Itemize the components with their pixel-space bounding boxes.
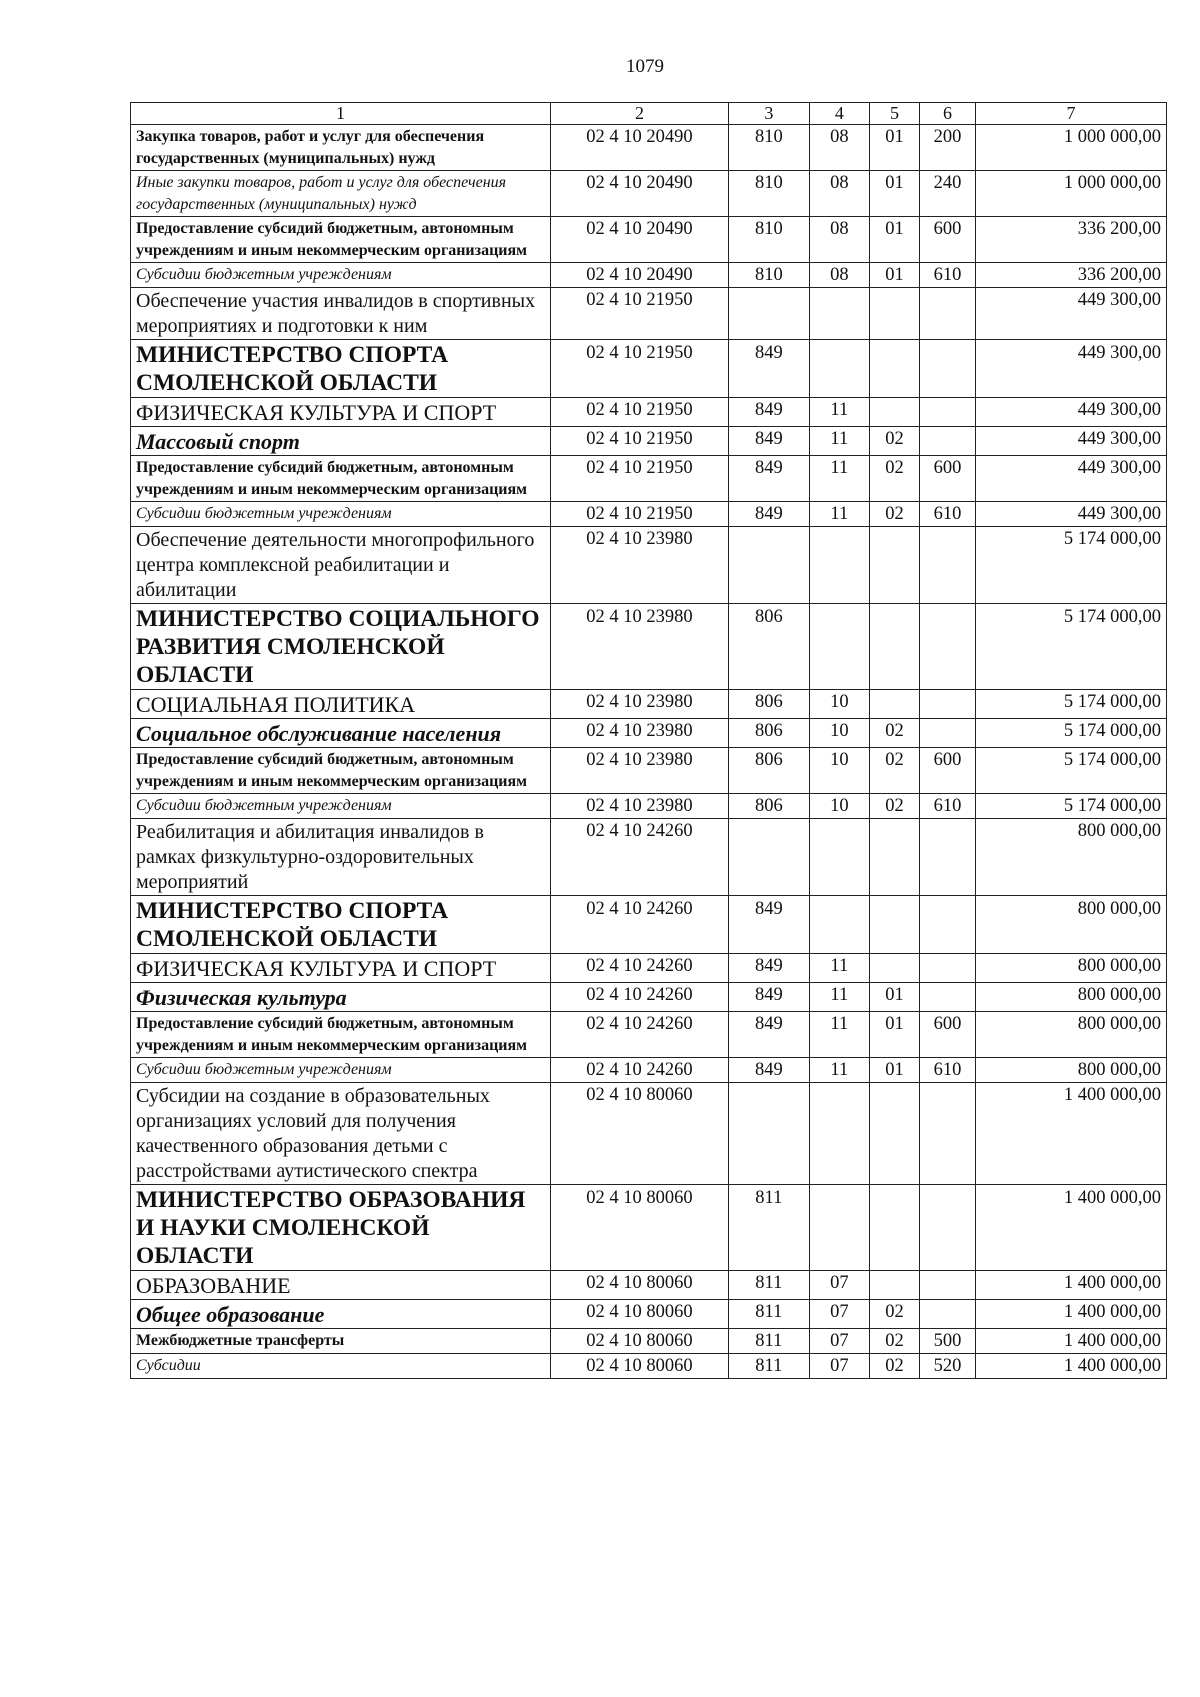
column-header-2: 2 bbox=[550, 103, 728, 125]
amount-cell: 449 300,00 bbox=[976, 288, 1167, 340]
amount-cell: 1 000 000,00 bbox=[976, 171, 1167, 217]
subsection-cell: 02 bbox=[870, 1354, 920, 1379]
subsection-cell bbox=[870, 340, 920, 398]
amount-cell: 800 000,00 bbox=[976, 896, 1167, 954]
section-cell bbox=[809, 288, 869, 340]
target-code-cell: 02 4 10 20490 bbox=[550, 263, 728, 288]
ministry-code-cell: 849 bbox=[729, 340, 810, 398]
amount-cell: 5 174 000,00 bbox=[976, 527, 1167, 604]
table-row bbox=[131, 1083, 1167, 1185]
table-row bbox=[131, 1271, 1167, 1300]
column-header-1: 1 bbox=[131, 103, 551, 125]
ministry-code-cell: 849 bbox=[729, 1012, 810, 1058]
table-row bbox=[131, 954, 1167, 983]
item-name-cell: Массовый спорт bbox=[131, 427, 551, 456]
ministry-code-cell: 810 bbox=[729, 263, 810, 288]
expense-type-cell bbox=[919, 896, 975, 954]
amount-cell: 449 300,00 bbox=[976, 502, 1167, 527]
subsection-cell bbox=[870, 954, 920, 983]
section-cell: 11 bbox=[809, 398, 869, 427]
column-header-4: 4 bbox=[809, 103, 869, 125]
table-body bbox=[131, 125, 1167, 1379]
section-cell: 07 bbox=[809, 1329, 869, 1354]
amount-cell: 1 400 000,00 bbox=[976, 1354, 1167, 1379]
item-name-cell: ФИЗИЧЕСКАЯ КУЛЬТУРА И СПОРТ bbox=[131, 954, 551, 983]
table-row bbox=[131, 896, 1167, 954]
item-name-cell: МИНИСТЕРСТВО СПОРТА СМОЛЕНСКОЙ ОБЛАСТИ bbox=[131, 340, 551, 398]
item-name-cell: Физическая культура bbox=[131, 983, 551, 1012]
table-row bbox=[131, 398, 1167, 427]
column-header-7: 7 bbox=[976, 103, 1167, 125]
subsection-cell: 01 bbox=[870, 1058, 920, 1083]
target-code-cell: 02 4 10 23980 bbox=[550, 719, 728, 748]
subsection-cell: 01 bbox=[870, 171, 920, 217]
subsection-cell bbox=[870, 604, 920, 690]
table-row bbox=[131, 527, 1167, 604]
ministry-code-cell: 849 bbox=[729, 398, 810, 427]
ministry-code-cell: 806 bbox=[729, 748, 810, 794]
section-cell bbox=[809, 1185, 869, 1271]
item-name-cell: МИНИСТЕРСТВО СОЦИАЛЬНОГО РАЗВИТИЯ СМОЛЕНСКОЙ ОБЛАСТИ bbox=[131, 604, 551, 690]
item-name-cell: Обеспечение участия инвалидов в спортивных мероприятиях и подготовки к ним bbox=[131, 288, 551, 340]
section-cell: 11 bbox=[809, 427, 869, 456]
section-cell bbox=[809, 604, 869, 690]
amount-cell: 1 400 000,00 bbox=[976, 1271, 1167, 1300]
table-row bbox=[131, 1012, 1167, 1058]
expense-type-cell: 600 bbox=[919, 1012, 975, 1058]
table-row bbox=[131, 171, 1167, 217]
table-row bbox=[131, 125, 1167, 171]
expense-type-cell: 600 bbox=[919, 748, 975, 794]
expense-type-cell: 610 bbox=[919, 794, 975, 819]
table-row bbox=[131, 1300, 1167, 1329]
item-name-cell: МИНИСТЕРСТВО СПОРТА СМОЛЕНСКОЙ ОБЛАСТИ bbox=[131, 896, 551, 954]
item-name-cell: Субсидии бюджетным учреждениям bbox=[131, 263, 551, 288]
subsection-cell: 02 bbox=[870, 794, 920, 819]
section-cell: 10 bbox=[809, 690, 869, 719]
target-code-cell: 02 4 10 80060 bbox=[550, 1329, 728, 1354]
subsection-cell: 02 bbox=[870, 456, 920, 502]
ministry-code-cell: 849 bbox=[729, 502, 810, 527]
section-cell bbox=[809, 896, 869, 954]
amount-cell: 800 000,00 bbox=[976, 1012, 1167, 1058]
target-code-cell: 02 4 10 20490 bbox=[550, 125, 728, 171]
item-name-cell: Предоставление субсидий бюджетным, автономным учреждениям и иным некоммерческим организациям bbox=[131, 748, 551, 794]
item-name-cell: Субсидии бюджетным учреждениям bbox=[131, 794, 551, 819]
amount-cell: 5 174 000,00 bbox=[976, 719, 1167, 748]
table-row bbox=[131, 1058, 1167, 1083]
target-code-cell: 02 4 10 80060 bbox=[550, 1185, 728, 1271]
target-code-cell: 02 4 10 20490 bbox=[550, 171, 728, 217]
target-code-cell: 02 4 10 21950 bbox=[550, 456, 728, 502]
ministry-code-cell: 849 bbox=[729, 983, 810, 1012]
ministry-code-cell: 849 bbox=[729, 896, 810, 954]
ministry-code-cell: 849 bbox=[729, 954, 810, 983]
item-name-cell: Предоставление субсидий бюджетным, автономным учреждениям и иным некоммерческим организациям bbox=[131, 456, 551, 502]
item-name-cell: Субсидии на создание в образовательных организациях условий для получения качественного образования детьми с расстройствами аутистического спектра bbox=[131, 1083, 551, 1185]
expense-type-cell: 520 bbox=[919, 1354, 975, 1379]
target-code-cell: 02 4 10 24260 bbox=[550, 896, 728, 954]
ministry-code-cell bbox=[729, 1083, 810, 1185]
ministry-code-cell: 811 bbox=[729, 1300, 810, 1329]
ministry-code-cell: 806 bbox=[729, 719, 810, 748]
expense-type-cell bbox=[919, 1083, 975, 1185]
ministry-code-cell: 811 bbox=[729, 1271, 810, 1300]
expense-type-cell: 240 bbox=[919, 171, 975, 217]
target-code-cell: 02 4 10 21950 bbox=[550, 427, 728, 456]
expense-type-cell bbox=[919, 288, 975, 340]
expense-type-cell bbox=[919, 1271, 975, 1300]
section-cell bbox=[809, 1083, 869, 1185]
amount-cell: 1 400 000,00 bbox=[976, 1185, 1167, 1271]
item-name-cell: Реабилитация и абилитация инвалидов в рамках физкультурно-оздоровительных мероприятий bbox=[131, 819, 551, 896]
expense-type-cell: 610 bbox=[919, 263, 975, 288]
expense-type-cell bbox=[919, 427, 975, 456]
ministry-code-cell: 810 bbox=[729, 125, 810, 171]
table-row bbox=[131, 1354, 1167, 1379]
item-name-cell: ОБРАЗОВАНИЕ bbox=[131, 1271, 551, 1300]
section-cell: 08 bbox=[809, 263, 869, 288]
section-cell bbox=[809, 527, 869, 604]
subsection-cell: 01 bbox=[870, 217, 920, 263]
target-code-cell: 02 4 10 23980 bbox=[550, 690, 728, 719]
amount-cell: 449 300,00 bbox=[976, 456, 1167, 502]
expense-type-cell: 500 bbox=[919, 1329, 975, 1354]
ministry-code-cell bbox=[729, 288, 810, 340]
amount-cell: 1 400 000,00 bbox=[976, 1083, 1167, 1185]
ministry-code-cell: 811 bbox=[729, 1329, 810, 1354]
expense-type-cell bbox=[919, 819, 975, 896]
amount-cell: 800 000,00 bbox=[976, 1058, 1167, 1083]
subsection-cell bbox=[870, 1185, 920, 1271]
ministry-code-cell: 849 bbox=[729, 456, 810, 502]
subsection-cell bbox=[870, 819, 920, 896]
column-header-3: 3 bbox=[729, 103, 810, 125]
item-name-cell: Субсидии bbox=[131, 1354, 551, 1379]
ministry-code-cell: 806 bbox=[729, 690, 810, 719]
section-cell bbox=[809, 340, 869, 398]
section-cell: 07 bbox=[809, 1271, 869, 1300]
amount-cell: 5 174 000,00 bbox=[976, 748, 1167, 794]
ministry-code-cell: 849 bbox=[729, 427, 810, 456]
ministry-code-cell: 806 bbox=[729, 604, 810, 690]
table-row bbox=[131, 1185, 1167, 1271]
table-header-row bbox=[131, 103, 1167, 125]
target-code-cell: 02 4 10 21950 bbox=[550, 288, 728, 340]
expense-type-cell: 200 bbox=[919, 125, 975, 171]
table-row bbox=[131, 217, 1167, 263]
expense-type-cell bbox=[919, 690, 975, 719]
item-name-cell: МИНИСТЕРСТВО ОБРАЗОВАНИЯ И НАУКИ СМОЛЕНСКОЙ ОБЛАСТИ bbox=[131, 1185, 551, 1271]
target-code-cell: 02 4 10 23980 bbox=[550, 748, 728, 794]
subsection-cell: 02 bbox=[870, 748, 920, 794]
target-code-cell: 02 4 10 23980 bbox=[550, 794, 728, 819]
subsection-cell: 01 bbox=[870, 125, 920, 171]
table-row bbox=[131, 263, 1167, 288]
subsection-cell: 02 bbox=[870, 719, 920, 748]
subsection-cell: 01 bbox=[870, 263, 920, 288]
expense-type-cell bbox=[919, 1185, 975, 1271]
table-row bbox=[131, 340, 1167, 398]
table-row bbox=[131, 748, 1167, 794]
section-cell bbox=[809, 819, 869, 896]
item-name-cell: Субсидии бюджетным учреждениям bbox=[131, 502, 551, 527]
page-number: 1079 bbox=[626, 56, 664, 77]
subsection-cell: 02 bbox=[870, 427, 920, 456]
section-cell: 11 bbox=[809, 456, 869, 502]
table-row bbox=[131, 456, 1167, 502]
section-cell: 07 bbox=[809, 1354, 869, 1379]
subsection-cell bbox=[870, 288, 920, 340]
target-code-cell: 02 4 10 24260 bbox=[550, 1012, 728, 1058]
section-cell: 10 bbox=[809, 748, 869, 794]
amount-cell: 1 400 000,00 bbox=[976, 1300, 1167, 1329]
expense-type-cell bbox=[919, 1300, 975, 1329]
ministry-code-cell: 810 bbox=[729, 217, 810, 263]
ministry-code-cell: 849 bbox=[729, 1058, 810, 1083]
amount-cell: 5 174 000,00 bbox=[976, 604, 1167, 690]
subsection-cell bbox=[870, 1083, 920, 1185]
ministry-code-cell: 810 bbox=[729, 171, 810, 217]
target-code-cell: 02 4 10 80060 bbox=[550, 1271, 728, 1300]
table-row bbox=[131, 719, 1167, 748]
subsection-cell: 02 bbox=[870, 502, 920, 527]
amount-cell: 336 200,00 bbox=[976, 217, 1167, 263]
table-row bbox=[131, 502, 1167, 527]
amount-cell: 336 200,00 bbox=[976, 263, 1167, 288]
amount-cell: 1 400 000,00 bbox=[976, 1329, 1167, 1354]
budget-table bbox=[130, 102, 1167, 1379]
target-code-cell: 02 4 10 23980 bbox=[550, 604, 728, 690]
expense-type-cell: 610 bbox=[919, 502, 975, 527]
subsection-cell bbox=[870, 398, 920, 427]
section-cell: 11 bbox=[809, 1058, 869, 1083]
subsection-cell: 02 bbox=[870, 1329, 920, 1354]
amount-cell: 800 000,00 bbox=[976, 819, 1167, 896]
target-code-cell: 02 4 10 80060 bbox=[550, 1354, 728, 1379]
column-header-5: 5 bbox=[870, 103, 920, 125]
item-name-cell: ФИЗИЧЕСКАЯ КУЛЬТУРА И СПОРТ bbox=[131, 398, 551, 427]
section-cell: 10 bbox=[809, 719, 869, 748]
ministry-code-cell bbox=[729, 819, 810, 896]
subsection-cell: 02 bbox=[870, 1300, 920, 1329]
target-code-cell: 02 4 10 21950 bbox=[550, 502, 728, 527]
subsection-cell: 01 bbox=[870, 983, 920, 1012]
table-row bbox=[131, 288, 1167, 340]
amount-cell: 800 000,00 bbox=[976, 954, 1167, 983]
subsection-cell bbox=[870, 527, 920, 604]
amount-cell: 800 000,00 bbox=[976, 983, 1167, 1012]
amount-cell: 5 174 000,00 bbox=[976, 690, 1167, 719]
subsection-cell bbox=[870, 690, 920, 719]
section-cell: 10 bbox=[809, 794, 869, 819]
ministry-code-cell: 806 bbox=[729, 794, 810, 819]
expense-type-cell: 610 bbox=[919, 1058, 975, 1083]
section-cell: 11 bbox=[809, 502, 869, 527]
amount-cell: 449 300,00 bbox=[976, 340, 1167, 398]
expense-type-cell: 600 bbox=[919, 217, 975, 263]
section-cell: 11 bbox=[809, 1012, 869, 1058]
item-name-cell: Обеспечение деятельности многопрофильного центра комплексной реабилитации и абилитации bbox=[131, 527, 551, 604]
target-code-cell: 02 4 10 24260 bbox=[550, 954, 728, 983]
ministry-code-cell: 811 bbox=[729, 1354, 810, 1379]
section-cell: 07 bbox=[809, 1300, 869, 1329]
item-name-cell: Предоставление субсидий бюджетным, автономным учреждениям и иным некоммерческим организациям bbox=[131, 217, 551, 263]
expense-type-cell bbox=[919, 983, 975, 1012]
item-name-cell: Закупка товаров, работ и услуг для обеспечения государственных (муниципальных) нужд bbox=[131, 125, 551, 171]
table-row bbox=[131, 690, 1167, 719]
amount-cell: 449 300,00 bbox=[976, 398, 1167, 427]
item-name-cell: Общее образование bbox=[131, 1300, 551, 1329]
target-code-cell: 02 4 10 24260 bbox=[550, 983, 728, 1012]
section-cell: 08 bbox=[809, 125, 869, 171]
item-name-cell: Межбюджетные трансферты bbox=[131, 1329, 551, 1354]
table-row bbox=[131, 983, 1167, 1012]
target-code-cell: 02 4 10 24260 bbox=[550, 819, 728, 896]
expense-type-cell bbox=[919, 604, 975, 690]
expense-type-cell bbox=[919, 398, 975, 427]
section-cell: 11 bbox=[809, 954, 869, 983]
expense-type-cell bbox=[919, 954, 975, 983]
target-code-cell: 02 4 10 80060 bbox=[550, 1083, 728, 1185]
table-row bbox=[131, 427, 1167, 456]
ministry-code-cell bbox=[729, 527, 810, 604]
amount-cell: 449 300,00 bbox=[976, 427, 1167, 456]
column-header-6: 6 bbox=[919, 103, 975, 125]
section-cell: 08 bbox=[809, 171, 869, 217]
item-name-cell: Иные закупки товаров, работ и услуг для обеспечения государственных (муниципальных) нужд bbox=[131, 171, 551, 217]
table-row bbox=[131, 604, 1167, 690]
expense-type-cell: 600 bbox=[919, 456, 975, 502]
table-row bbox=[131, 1329, 1167, 1354]
subsection-cell: 01 bbox=[870, 1012, 920, 1058]
target-code-cell: 02 4 10 21950 bbox=[550, 398, 728, 427]
ministry-code-cell: 811 bbox=[729, 1185, 810, 1271]
subsection-cell bbox=[870, 896, 920, 954]
expense-type-cell bbox=[919, 340, 975, 398]
target-code-cell: 02 4 10 20490 bbox=[550, 217, 728, 263]
section-cell: 08 bbox=[809, 217, 869, 263]
item-name-cell: Социальное обслуживание населения bbox=[131, 719, 551, 748]
item-name-cell: Субсидии бюджетным учреждениям bbox=[131, 1058, 551, 1083]
expense-type-cell bbox=[919, 527, 975, 604]
target-code-cell: 02 4 10 24260 bbox=[550, 1058, 728, 1083]
target-code-cell: 02 4 10 21950 bbox=[550, 340, 728, 398]
section-cell: 11 bbox=[809, 983, 869, 1012]
target-code-cell: 02 4 10 80060 bbox=[550, 1300, 728, 1329]
amount-cell: 5 174 000,00 bbox=[976, 794, 1167, 819]
item-name-cell: СОЦИАЛЬНАЯ ПОЛИТИКА bbox=[131, 690, 551, 719]
target-code-cell: 02 4 10 23980 bbox=[550, 527, 728, 604]
subsection-cell bbox=[870, 1271, 920, 1300]
amount-cell: 1 000 000,00 bbox=[976, 125, 1167, 171]
item-name-cell: Предоставление субсидий бюджетным, автономным учреждениям и иным некоммерческим организациям bbox=[131, 1012, 551, 1058]
table-row bbox=[131, 819, 1167, 896]
expense-type-cell bbox=[919, 719, 975, 748]
table-row bbox=[131, 794, 1167, 819]
